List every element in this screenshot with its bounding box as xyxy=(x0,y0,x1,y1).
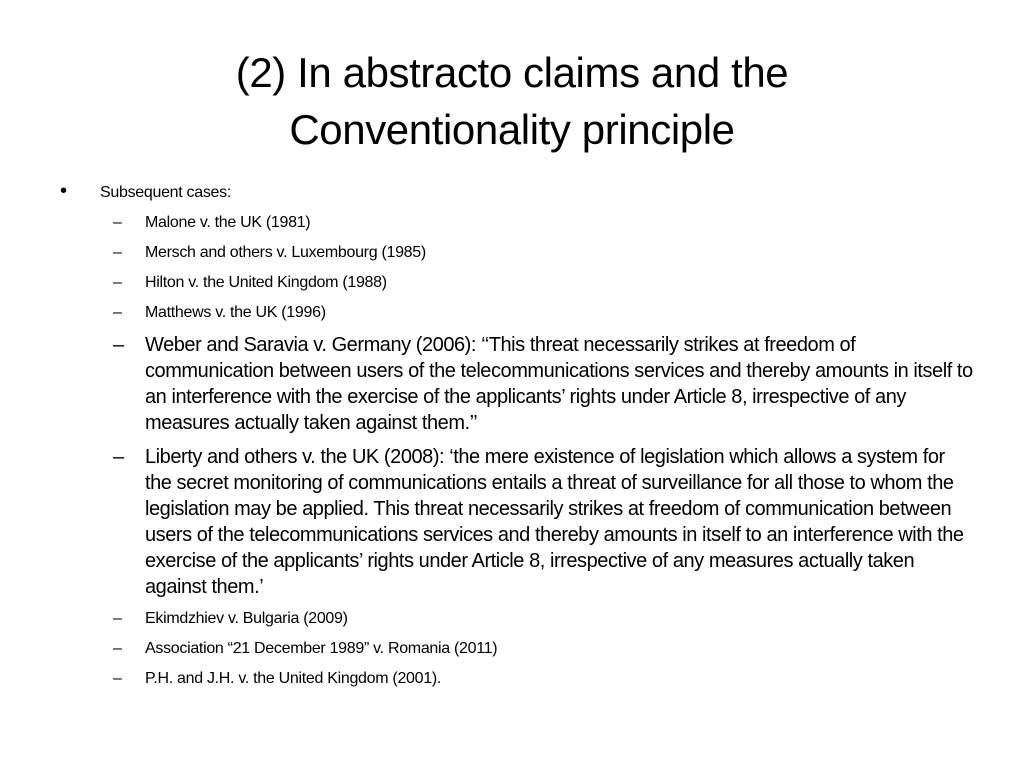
dash-icon: – xyxy=(113,244,122,261)
case-text: Liberty and others v. the UK (2008): ‘the mere existence of legislation which allows a system for the secret monitoring of communications entails a threat of surveillance for all those to whom the legislation may be applied. This threat necessarily strikes at freedom of communication between users of the telecommunications services and thereby amounts in itself to an interference with the exercise of the applicants’ rights under Article 8, irrespective of any measures actually taken against them.’ xyxy=(145,446,964,598)
bullet-text: Subsequent cases: xyxy=(100,184,231,201)
dash-icon: – xyxy=(113,334,124,356)
dash-icon: – xyxy=(113,304,122,321)
case-item xyxy=(56,302,976,324)
case-text: P.H. and J.H. v. the United Kingdom (2001). xyxy=(145,670,442,687)
dash-icon: – xyxy=(113,274,122,291)
case-item xyxy=(56,332,976,436)
slide-title xyxy=(0,44,1024,158)
case-item xyxy=(56,272,976,294)
dash-icon: – xyxy=(113,610,122,627)
case-list xyxy=(56,212,976,690)
slide-title-line-1: (2) In abstracto claims and the xyxy=(235,49,789,96)
dash-icon: – xyxy=(113,446,124,468)
dash-icon: – xyxy=(113,214,122,231)
case-item xyxy=(56,668,976,690)
case-text: Malone v. the UK (1981) xyxy=(145,214,311,231)
case-item xyxy=(56,444,976,600)
dash-icon: – xyxy=(113,670,122,687)
bullet-item xyxy=(56,182,976,204)
case-text: Hilton v. the United Kingdom (1988) xyxy=(145,274,387,291)
case-text: Weber and Saravia v. Germany (2006): ‘‘This threat necessarily strikes at freedom of communication between users of the telecommunications services and thereby amounts in itself to an interference with the exercise of the applicants’ rights under Article 8, irrespective of any measures actually taken against them.’’ xyxy=(145,334,973,434)
case-text: Ekimdzhiev v. Bulgaria (2009) xyxy=(145,610,348,627)
slide-title-line-2: Conventionality principle xyxy=(289,106,735,153)
case-text: Association “21 December 1989” v. Romania (2011) xyxy=(145,640,498,657)
case-text: Matthews v. the UK (1996) xyxy=(145,304,326,321)
dash-icon: – xyxy=(113,640,122,657)
case-item xyxy=(56,638,976,660)
case-item xyxy=(56,608,976,630)
slide-body xyxy=(56,182,976,698)
case-item xyxy=(56,212,976,234)
case-text: Mersch and others v. Luxembourg (1985) xyxy=(145,244,426,261)
case-item xyxy=(56,242,976,264)
bullet-icon: • xyxy=(60,180,67,202)
